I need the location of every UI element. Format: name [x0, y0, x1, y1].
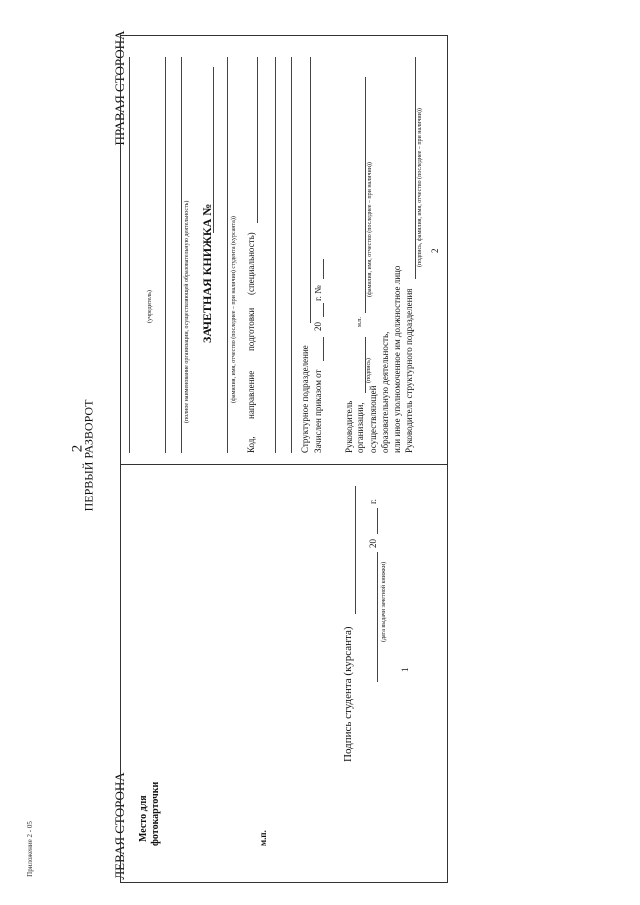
edu-activity-label: образовательную деятельность, [380, 331, 390, 453]
structural-unit-label: Структурное подразделение [300, 345, 310, 453]
photo-place-line1: Место для [138, 795, 149, 842]
authorized-person-label: или иное уполномоченное им должностное лицо [392, 265, 402, 453]
book-title: ЗАЧЕТНАЯ КНИЖКА № [200, 203, 214, 343]
order-date-line [323, 337, 324, 361]
head-label: Руководитель [344, 400, 354, 453]
head-name-line [365, 77, 366, 313]
unit-head-line [415, 57, 416, 279]
unit-head-label: Руководитель структурного подразделения [404, 288, 414, 453]
training-label: подготовки [246, 307, 256, 351]
issue-year-suffix: г. [368, 499, 378, 504]
issue-date-caption: (дата выдачи зачетной книжки) [381, 561, 387, 642]
head-seal: м.п. [357, 316, 363, 327]
page-divider [120, 464, 448, 465]
founder-line [129, 57, 130, 453]
student-signature-label: Подпись студента (курсанта) [342, 626, 354, 762]
left-bottom-number: 1 [400, 667, 410, 672]
left-side-label: ЛЕВАЯ СТОРОНА [112, 772, 127, 880]
org-line-2 [181, 57, 182, 453]
structural-unit-line [310, 57, 311, 323]
appendix-note: Приложение 2 - 05 [26, 821, 34, 877]
org-caption: (полное наименование организации, осуществляющей образовательную деятельность) [184, 200, 190, 423]
spread-title: ПЕРВЫЙ РАЗВОРОТ [81, 399, 96, 512]
issue-date-line [377, 552, 378, 682]
specialty-line [257, 57, 258, 223]
org-label: организации, [355, 402, 365, 453]
unit-head-caption: (подпись, фамилия, имя, отчество (последнее – при наличии)) [417, 108, 423, 267]
right-bottom-number: 2 [430, 248, 440, 253]
right-page [121, 37, 447, 463]
book-number-line [213, 67, 214, 233]
student-caption: (фамилия, имя, отчество (последнее – при наличии) студента (курсанта)) [231, 216, 237, 403]
specialty-label: (специальность) [246, 232, 256, 295]
right-side-label: ПРАВАЯ СТОРОНА [112, 30, 127, 146]
student-name-line [227, 57, 228, 453]
specialty-line-2 [275, 57, 276, 453]
code-label: Код, [246, 436, 256, 453]
student-signature-line [355, 486, 356, 614]
order-year-line [323, 303, 324, 317]
founder-caption: (учредитель) [147, 290, 153, 323]
issue-year-line [377, 508, 378, 534]
enrolled-order-label: Зачислен приказом от [313, 369, 323, 453]
performing-label: осуществляющей [368, 385, 378, 453]
left-page [121, 466, 447, 882]
page-number: 2 [69, 444, 86, 453]
org-line-1 [165, 57, 166, 453]
order-year-prefix: 20 [313, 322, 323, 331]
photo-place-line2: фотокарточки [150, 781, 161, 846]
left-seal: м.п. [258, 830, 268, 846]
direction-label: направление [246, 370, 256, 419]
issue-year-prefix: 20 [368, 539, 378, 548]
specialty-line-3 [291, 57, 292, 453]
head-signature-caption: (подпись) [366, 358, 372, 383]
order-number-line [323, 259, 324, 279]
order-number-label: г. № [313, 285, 323, 301]
head-name-caption: (фамилия, имя, отчество (последнее – при наличии)) [367, 162, 373, 297]
